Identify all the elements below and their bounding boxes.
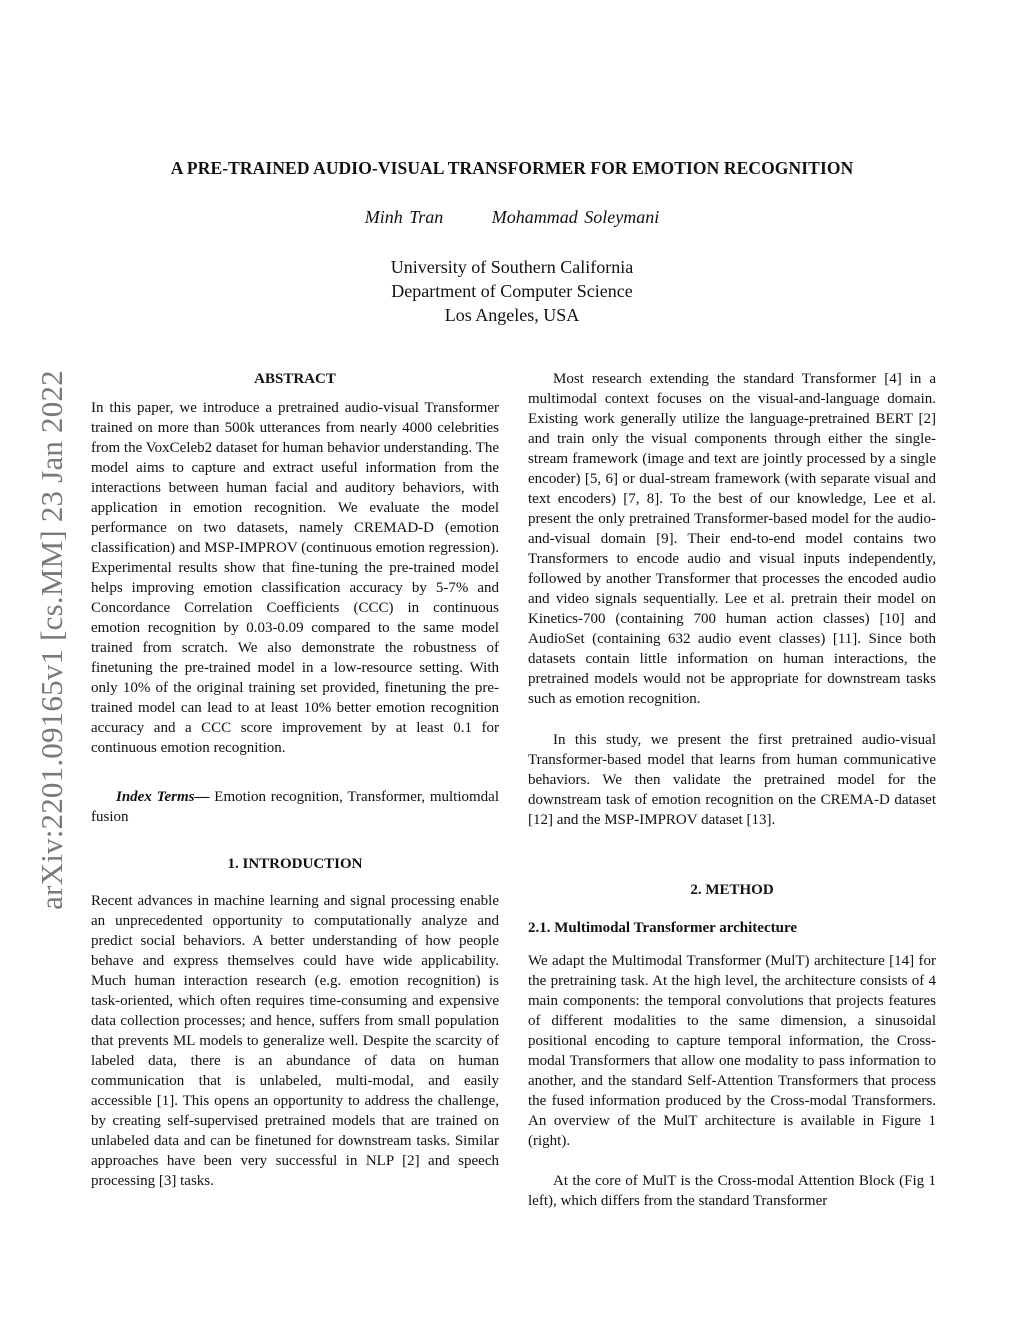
affiliation-line: Department of Computer Science [391, 281, 633, 301]
affiliation-line: University of Southern California [390, 257, 634, 277]
author-name: Minh Tran [364, 207, 444, 227]
method-paragraph: We adapt the Multimodal Transformer (MulT) architecture [14] for the pretraining task. At the high level, the architecture consists of 4 main components: the temporal convolutions that projects features of different modalities to the same dimension, a sinusoidal positional encoding to capture temporal information, the Cross-modal Transformers that allow one modality to pass information to another, and the standard Self-Attention Transformers that process the fused information produced by the Cross-modal Transformers. An overview of the MulT architecture is available in Figure 1 (right). [528, 953, 936, 1149]
abstract-text: In this paper, we introduce a pretrained audio-visual Transformer trained on more than 500k utterances from nearly 4000 celebrities from the VoxCeleb2 dataset for human behavior understanding. The model aims to capture and extract useful information from the interactions between human facial and auditory behaviors, with application in emotion recognition. We evaluate the model performance on two datasets, namely CREMAD-D (emotion classification) and MSP-IMPROV (continuous emotion regression). Experimental results show that fine-tuning the pre-trained model helps improving emotion classification accuracy by 5-7% and Concordance Correlation Coefficients (CCC) in continuous emotion recognition by 0.03-0.09 compared to the same model trained from scratch. We also demonstrate the robustness of finetuning the pre-trained model in a low-resource setting. With only 10% of the original training set provided, finetuning the pre-trained model can lead to at least 10% better emotion recognition accuracy and a CCC score improvement by at least 0.1 for continuous emotion recognition. [91, 400, 500, 756]
paper-title: A PRE-TRAINED AUDIO-VISUAL TRANSFORMER FOR EMOTION RECOGNITION [170, 158, 854, 178]
affiliation-line: Los Angeles, USA [444, 305, 580, 325]
author-list [0, 207, 1024, 228]
abstract-heading: ABSTRACT [254, 371, 336, 387]
index-terms [91, 787, 499, 827]
intro-heading: 1. INTRODUCTION [227, 856, 363, 872]
arxiv-identifier: arXiv:2201.09165v1 [cs.MM] 23 Jan 2022 [34, 370, 69, 910]
intro-paragraph: Most research extending the standard Transformer [4] in a multimodal context focuses on the visual-and-language domain. Existing work generally utilize the language-pretrained BERT [2] and train only the visual components through either the single-stream framework (image and text are jointly processed by a single encoder) [5, 6] or dual-stream framework (with separate visual and text encoders) [7, 8]. To the best of our knowledge, Lee et al. present the only pretrained Transformer-based model for the audio-and-visual domain [9]. Their end-to-end model contains two Transformers to encode audio and visual inputs independently, followed by another Transformer that processes the encoded audio and video signals sequentially. Lee et al. pretrain their model on Kinetics-700 (containing 700 human action classes) [10] and AudioSet (containing 632 audio event classes) [11]. Since both datasets contain little information on human interactions, the pretrained models would not be appropriate for downstream tasks such as emotion recognition. [528, 371, 936, 707]
method-heading: 2. METHOD [690, 882, 774, 898]
affiliation [0, 255, 1024, 327]
index-terms-label: Index Terms— [116, 789, 210, 805]
intro-paragraph: Recent advances in machine learning and signal processing enable an unprecedented opportunity to computationally analyze and predict social behaviors. A better understanding of how people behave and express themselves could have wide applicability. Much human interaction research (e.g. emotion recognition) is task-oriented, which often requires time-consuming and expensive data collection processes; and hence, suffers from small population that prevents ML models to generalize well. Despite the scarcity of labeled data, there is an abundance of data on human communication that is unlabeled, multi-modal, and easily accessible [1]. This opens an opportunity to address the challenge, by creating self-supervised pretrained models that are trained on unlabeled data and can be finetuned for downstream tasks. Similar approaches have been very successful in NLP [2] and speech processing [3] tasks. [91, 893, 499, 1189]
intro-paragraph: In this study, we present the first pretrained audio-visual Transformer-based model that learns from human communicative behaviors. We then validate the pretrained model for the downstream task of emotion recognition on the CREMA-D dataset [12] and the MSP-IMPROV dataset [13]. [528, 732, 936, 828]
method-paragraph: At the core of MulT is the Cross-modal Attention Block (Fig 1 left), which differs from the standard Transformer [528, 1173, 936, 1209]
author-name: Mohammad Soleymani [491, 207, 660, 227]
index-terms-text: Emotion recognition, Transformer, multiomdal fusion [91, 789, 499, 825]
method-subheading: 2.1. Multimodal Transformer architecture [528, 920, 797, 936]
